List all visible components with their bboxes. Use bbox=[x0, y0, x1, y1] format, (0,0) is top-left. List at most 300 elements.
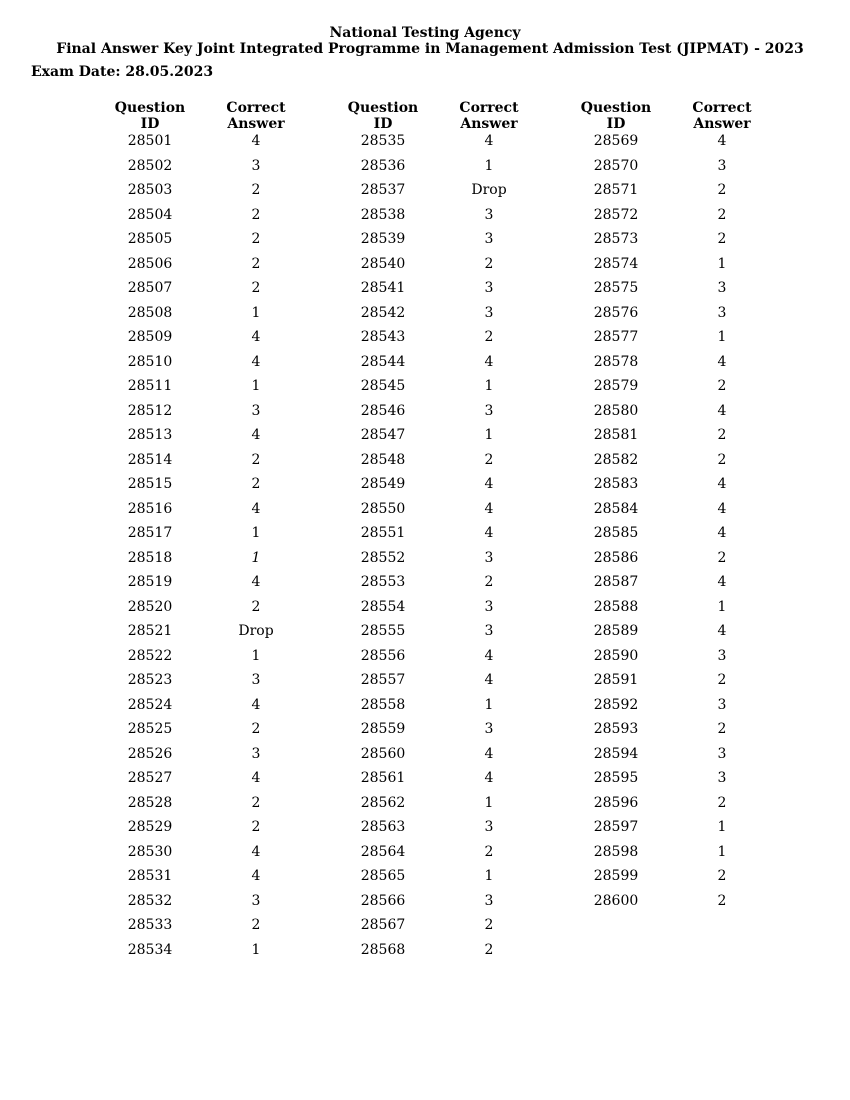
table-row bbox=[340, 768, 570, 793]
table-row bbox=[340, 254, 570, 279]
correct-answer-cell: 3 bbox=[484, 280, 494, 296]
question-id-cell: 28596 bbox=[593, 794, 639, 811]
question-id-cell: 28560 bbox=[360, 745, 406, 762]
table-row bbox=[573, 229, 803, 254]
column-header-correct: Correct bbox=[226, 100, 286, 116]
question-id-cell: 28565 bbox=[360, 868, 406, 884]
table-row bbox=[340, 621, 570, 646]
correct-answer-cell: 4 bbox=[251, 574, 261, 590]
question-id-cell: 28522 bbox=[127, 647, 173, 664]
answer-rows bbox=[340, 131, 570, 964]
table-row bbox=[340, 401, 570, 426]
correct-answer-cell: 4 bbox=[251, 770, 261, 786]
question-id-cell: 28540 bbox=[360, 255, 406, 272]
question-id-cell: 28599 bbox=[593, 868, 639, 884]
correct-answer-cell: 2 bbox=[717, 892, 727, 909]
correct-answer-cell: 3 bbox=[251, 892, 261, 909]
table-row bbox=[573, 548, 803, 573]
question-id-cell: 28513 bbox=[127, 427, 173, 443]
question-id-cell: 28530 bbox=[127, 843, 173, 860]
correct-answer-cell: 2 bbox=[717, 231, 727, 247]
correct-answer-cell: 4 bbox=[251, 500, 261, 517]
question-id-cell: 28573 bbox=[593, 231, 639, 247]
correct-answer-cell: 4 bbox=[251, 868, 261, 884]
table-row bbox=[340, 817, 570, 842]
table-row bbox=[107, 670, 337, 695]
correct-answer-cell: 3 bbox=[251, 157, 261, 174]
column-header-answer: Answer bbox=[693, 116, 751, 132]
question-id-cell: 28595 bbox=[593, 770, 639, 786]
correct-answer-cell: 3 bbox=[484, 721, 494, 737]
table-row bbox=[573, 523, 803, 548]
column-header-question-id: Question ID bbox=[114, 100, 186, 132]
correct-answer-cell: 2 bbox=[484, 843, 494, 860]
table-row bbox=[573, 719, 803, 744]
correct-answer-cell: 2 bbox=[484, 329, 494, 345]
question-id-cell: 28551 bbox=[360, 525, 406, 541]
question-id-cell: 28527 bbox=[127, 770, 173, 786]
question-id-cell: 28593 bbox=[593, 721, 639, 737]
correct-answer-cell: 3 bbox=[484, 892, 494, 909]
question-id-cell: 28577 bbox=[593, 329, 639, 345]
correct-answer-cell: 2 bbox=[717, 182, 727, 198]
correct-answer-cell: 3 bbox=[717, 647, 727, 664]
column-header-correct: Correct bbox=[459, 100, 519, 116]
table-row bbox=[340, 744, 570, 769]
table-row bbox=[107, 254, 337, 279]
question-id-cell: 28578 bbox=[593, 353, 639, 370]
question-id-cell: 28507 bbox=[127, 280, 173, 296]
question-id-cell: 28518 bbox=[127, 549, 173, 566]
table-row bbox=[107, 401, 337, 426]
correct-answer-cell: 2 bbox=[717, 721, 727, 737]
table-row bbox=[107, 548, 337, 573]
question-id-cell: 28514 bbox=[127, 451, 173, 468]
question-id-cell: 28583 bbox=[593, 476, 639, 492]
table-row bbox=[107, 842, 337, 867]
question-id-cell: 28526 bbox=[127, 745, 173, 762]
table-row bbox=[340, 695, 570, 720]
table-row bbox=[107, 768, 337, 793]
correct-answer-cell: 4 bbox=[484, 353, 494, 370]
question-id-cell: 28511 bbox=[127, 378, 173, 394]
column-header-question-id: Question ID bbox=[347, 100, 419, 132]
question-id-cell: 28553 bbox=[360, 574, 406, 590]
question-id-cell: 28586 bbox=[593, 549, 639, 566]
correct-answer-cell: 2 bbox=[251, 231, 261, 247]
question-id-cell: 28531 bbox=[127, 868, 173, 884]
question-id-cell: 28584 bbox=[593, 500, 639, 517]
question-id-cell: 28546 bbox=[360, 402, 406, 419]
correct-answer-cell: 2 bbox=[251, 255, 261, 272]
table-row bbox=[573, 278, 803, 303]
correct-answer-cell: 3 bbox=[717, 696, 727, 713]
correct-answer-cell: 2 bbox=[251, 794, 261, 811]
table-row bbox=[107, 131, 337, 156]
table-row bbox=[340, 866, 570, 891]
question-id-cell: 28558 bbox=[360, 696, 406, 713]
question-id-cell: 28594 bbox=[593, 745, 639, 762]
correct-answer-cell: 4 bbox=[251, 329, 261, 345]
question-id-cell: 28554 bbox=[360, 598, 406, 615]
question-id-cell: 28600 bbox=[593, 892, 639, 909]
correct-answer-cell: 1 bbox=[717, 819, 727, 835]
question-id-cell: 28515 bbox=[127, 476, 173, 492]
correct-answer-cell: 4 bbox=[484, 500, 494, 517]
correct-answer-cell: 2 bbox=[251, 280, 261, 296]
question-id-cell: 28576 bbox=[593, 304, 639, 321]
question-id-cell: 28537 bbox=[360, 182, 406, 198]
correct-answer-cell: 2 bbox=[484, 451, 494, 468]
column-header-answer: Answer bbox=[460, 116, 518, 132]
question-id-cell: 28525 bbox=[127, 721, 173, 737]
correct-answer-cell: 4 bbox=[717, 133, 727, 149]
question-id-cell: 28520 bbox=[127, 598, 173, 615]
question-id-cell: 28571 bbox=[593, 182, 639, 198]
question-id-cell: 28566 bbox=[360, 892, 406, 909]
correct-answer-cell: 4 bbox=[717, 623, 727, 639]
table-row bbox=[340, 572, 570, 597]
correct-answer-cell: 2 bbox=[484, 917, 494, 933]
table-row bbox=[340, 156, 570, 181]
question-id-cell: 28510 bbox=[127, 353, 173, 370]
table-row bbox=[340, 548, 570, 573]
correct-answer-cell: 2 bbox=[717, 206, 727, 223]
table-row bbox=[107, 866, 337, 891]
correct-answer-cell: 3 bbox=[484, 598, 494, 615]
question-id-cell: 28545 bbox=[360, 378, 406, 394]
correct-answer-cell: 1 bbox=[251, 647, 261, 664]
correct-answer-cell: 4 bbox=[251, 696, 261, 713]
table-row bbox=[340, 523, 570, 548]
question-id-cell: 28579 bbox=[593, 378, 639, 394]
column-header-correct-answer bbox=[687, 100, 757, 132]
table-row bbox=[340, 499, 570, 524]
question-id-cell: 28597 bbox=[593, 819, 639, 835]
correct-answer-cell: 2 bbox=[717, 868, 727, 884]
question-id-cell: 28542 bbox=[360, 304, 406, 321]
question-id-cell: 28557 bbox=[360, 672, 406, 688]
table-row bbox=[573, 352, 803, 377]
correct-answer-cell: 2 bbox=[251, 721, 261, 737]
question-id-cell: 28532 bbox=[127, 892, 173, 909]
correct-answer-cell: 4 bbox=[484, 133, 494, 149]
correct-answer-cell: 1 bbox=[251, 941, 261, 958]
table-row bbox=[107, 646, 337, 671]
correct-answer-cell: Drop bbox=[238, 623, 274, 639]
table-row bbox=[107, 450, 337, 475]
table-row bbox=[340, 303, 570, 328]
table-row bbox=[107, 474, 337, 499]
correct-answer-cell: 4 bbox=[484, 770, 494, 786]
table-row bbox=[107, 278, 337, 303]
correct-answer-cell: 1 bbox=[484, 794, 494, 811]
table-row bbox=[573, 572, 803, 597]
question-id-cell: 28569 bbox=[593, 133, 639, 149]
table-row bbox=[107, 915, 337, 940]
table-row bbox=[573, 401, 803, 426]
table-row bbox=[573, 793, 803, 818]
question-id-cell: 28528 bbox=[127, 794, 173, 811]
column-header-correct: Correct bbox=[692, 100, 752, 116]
question-id-cell: 28519 bbox=[127, 574, 173, 590]
correct-answer-cell: 2 bbox=[484, 255, 494, 272]
correct-answer-cell: 2 bbox=[251, 819, 261, 835]
table-row bbox=[107, 180, 337, 205]
table-row bbox=[573, 180, 803, 205]
question-id-cell: 28582 bbox=[593, 451, 639, 468]
question-id-cell: 28562 bbox=[360, 794, 406, 811]
correct-answer-cell: 3 bbox=[251, 402, 261, 419]
question-id-cell: 28567 bbox=[360, 917, 406, 933]
correct-answer-cell: 1 bbox=[484, 157, 494, 174]
table-row bbox=[573, 891, 803, 916]
question-id-cell: 28568 bbox=[360, 941, 406, 958]
correct-answer-cell: 2 bbox=[484, 574, 494, 590]
table-row bbox=[573, 474, 803, 499]
correct-answer-cell: 3 bbox=[717, 745, 727, 762]
question-id-cell: 28535 bbox=[360, 133, 406, 149]
table-row bbox=[340, 131, 570, 156]
question-id-cell: 28524 bbox=[127, 696, 173, 713]
correct-answer-cell: 3 bbox=[484, 402, 494, 419]
question-id-cell: 28502 bbox=[127, 157, 173, 174]
question-id-cell: 28556 bbox=[360, 647, 406, 664]
table-row bbox=[340, 474, 570, 499]
question-id-cell: 28550 bbox=[360, 500, 406, 517]
question-id-cell: 28506 bbox=[127, 255, 173, 272]
table-row bbox=[340, 376, 570, 401]
correct-answer-cell: 1 bbox=[717, 329, 727, 345]
table-row bbox=[107, 621, 337, 646]
correct-answer-cell: 1 bbox=[717, 255, 727, 272]
table-row bbox=[573, 425, 803, 450]
question-id-cell: 28539 bbox=[360, 231, 406, 247]
question-id-cell: 28521 bbox=[127, 623, 173, 639]
correct-answer-cell: 3 bbox=[717, 770, 727, 786]
question-id-cell: 28541 bbox=[360, 280, 406, 296]
question-id-cell: 28590 bbox=[593, 647, 639, 664]
correct-answer-cell: 1 bbox=[484, 868, 494, 884]
table-row bbox=[573, 303, 803, 328]
table-row bbox=[340, 597, 570, 622]
question-id-cell: 28509 bbox=[127, 329, 173, 345]
correct-answer-cell: 1 bbox=[484, 378, 494, 394]
question-id-cell: 28505 bbox=[127, 231, 173, 247]
table-row bbox=[107, 695, 337, 720]
correct-answer-cell: 4 bbox=[251, 353, 261, 370]
table-row bbox=[340, 450, 570, 475]
question-id-cell: 28501 bbox=[127, 133, 173, 149]
table-row bbox=[573, 254, 803, 279]
correct-answer-cell: 4 bbox=[717, 500, 727, 517]
table-row bbox=[340, 670, 570, 695]
table-row bbox=[340, 842, 570, 867]
correct-answer-cell: 1 bbox=[484, 696, 494, 713]
correct-answer-cell: 2 bbox=[251, 917, 261, 933]
question-id-cell: 28517 bbox=[127, 525, 173, 541]
column-header-correct-answer bbox=[221, 100, 291, 132]
table-row bbox=[573, 768, 803, 793]
table-row bbox=[107, 817, 337, 842]
table-row bbox=[573, 597, 803, 622]
correct-answer-cell: 3 bbox=[484, 206, 494, 223]
correct-answer-cell: 3 bbox=[717, 157, 727, 174]
table-row bbox=[107, 499, 337, 524]
correct-answer-cell: Drop bbox=[471, 182, 507, 198]
correct-answer-cell: 4 bbox=[717, 402, 727, 419]
table-row bbox=[573, 621, 803, 646]
correct-answer-cell: 3 bbox=[484, 304, 494, 321]
table-row bbox=[107, 597, 337, 622]
question-id-cell: 28589 bbox=[593, 623, 639, 639]
question-id-cell: 28591 bbox=[593, 672, 639, 688]
question-id-cell: 28548 bbox=[360, 451, 406, 468]
table-row bbox=[340, 915, 570, 940]
table-row bbox=[573, 450, 803, 475]
correct-answer-cell: 2 bbox=[717, 794, 727, 811]
correct-answer-cell: 4 bbox=[484, 647, 494, 664]
question-id-cell: 28598 bbox=[593, 843, 639, 860]
question-id-cell: 28516 bbox=[127, 500, 173, 517]
table-row bbox=[340, 719, 570, 744]
column-header-answer: Answer bbox=[227, 116, 285, 132]
table-row bbox=[107, 156, 337, 181]
question-id-cell: 28508 bbox=[127, 304, 173, 321]
table-row bbox=[573, 376, 803, 401]
table-row bbox=[107, 940, 337, 965]
question-id-cell: 28544 bbox=[360, 353, 406, 370]
correct-answer-cell: 2 bbox=[251, 598, 261, 615]
correct-answer-cell: 4 bbox=[717, 476, 727, 492]
table-row bbox=[107, 229, 337, 254]
table-row bbox=[340, 646, 570, 671]
table-row bbox=[107, 719, 337, 744]
table-row bbox=[340, 425, 570, 450]
question-id-cell: 28503 bbox=[127, 182, 173, 198]
correct-answer-cell: 1 bbox=[484, 427, 494, 443]
correct-answer-cell: 2 bbox=[251, 206, 261, 223]
question-id-cell: 28572 bbox=[593, 206, 639, 223]
table-row bbox=[107, 891, 337, 916]
table-row bbox=[573, 499, 803, 524]
table-row bbox=[340, 327, 570, 352]
table-row bbox=[107, 352, 337, 377]
question-id-cell: 28570 bbox=[593, 157, 639, 174]
correct-answer-cell: 3 bbox=[484, 231, 494, 247]
table-row bbox=[573, 866, 803, 891]
question-id-cell: 28592 bbox=[593, 696, 639, 713]
correct-answer-cell: 2 bbox=[717, 451, 727, 468]
question-id-cell: 28533 bbox=[127, 917, 173, 933]
page-title-agency: National Testing Agency bbox=[329, 25, 521, 41]
question-id-cell: 28538 bbox=[360, 206, 406, 223]
question-id-cell: 28574 bbox=[593, 255, 639, 272]
correct-answer-cell: 4 bbox=[251, 427, 261, 443]
correct-answer-cell: 2 bbox=[251, 476, 261, 492]
correct-answer-cell: 4 bbox=[484, 525, 494, 541]
correct-answer-cell: 1 bbox=[717, 843, 727, 860]
correct-answer-cell: 3 bbox=[251, 745, 261, 762]
correct-answer-cell: 4 bbox=[484, 672, 494, 688]
question-id-cell: 28547 bbox=[360, 427, 406, 443]
question-id-cell: 28534 bbox=[127, 941, 173, 958]
correct-answer-cell: 3 bbox=[717, 304, 727, 321]
table-row bbox=[573, 131, 803, 156]
correct-answer-cell: 4 bbox=[717, 574, 727, 590]
table-row bbox=[573, 670, 803, 695]
question-id-cell: 28536 bbox=[360, 157, 406, 174]
correct-answer-cell: 3 bbox=[484, 623, 494, 639]
table-row bbox=[340, 891, 570, 916]
correct-answer-cell: 4 bbox=[717, 353, 727, 370]
correct-answer-cell: 2 bbox=[251, 451, 261, 468]
question-id-cell: 28585 bbox=[593, 525, 639, 541]
table-row bbox=[107, 327, 337, 352]
table-row bbox=[340, 229, 570, 254]
correct-answer-cell: 3 bbox=[251, 672, 261, 688]
page-subtitle: Final Answer Key Joint Integrated Programme in Management Admission Test (JIPMAT) - 2023 bbox=[56, 41, 804, 57]
correct-answer-cell: 3 bbox=[717, 280, 727, 296]
table-row bbox=[340, 940, 570, 965]
question-id-cell: 28581 bbox=[593, 427, 639, 443]
question-id-cell: 28549 bbox=[360, 476, 406, 492]
table-row bbox=[107, 303, 337, 328]
table-row bbox=[340, 278, 570, 303]
correct-answer-cell: 2 bbox=[717, 378, 727, 394]
question-id-cell: 28587 bbox=[593, 574, 639, 590]
column-header-correct-answer bbox=[454, 100, 524, 132]
table-row bbox=[107, 523, 337, 548]
correct-answer-cell: 3 bbox=[484, 819, 494, 835]
question-id-cell: 28512 bbox=[127, 402, 173, 419]
table-row bbox=[573, 744, 803, 769]
table-row bbox=[107, 425, 337, 450]
question-id-cell: 28523 bbox=[127, 672, 173, 688]
table-row bbox=[107, 572, 337, 597]
question-id-cell: 28564 bbox=[360, 843, 406, 860]
correct-answer-cell: 2 bbox=[484, 941, 494, 958]
table-row bbox=[573, 646, 803, 671]
table-row bbox=[340, 793, 570, 818]
question-id-cell: 28559 bbox=[360, 721, 406, 737]
table-row bbox=[573, 205, 803, 230]
correct-answer-cell: 4 bbox=[484, 745, 494, 762]
table-row bbox=[107, 205, 337, 230]
answer-rows bbox=[573, 131, 803, 915]
question-id-cell: 28563 bbox=[360, 819, 406, 835]
correct-answer-cell: 4 bbox=[251, 843, 261, 860]
question-id-cell: 28580 bbox=[593, 402, 639, 419]
correct-answer-cell: 2 bbox=[717, 427, 727, 443]
question-id-cell: 28575 bbox=[593, 280, 639, 296]
table-row bbox=[340, 205, 570, 230]
table-row bbox=[573, 327, 803, 352]
table-row bbox=[107, 793, 337, 818]
table-row bbox=[573, 842, 803, 867]
table-row bbox=[340, 180, 570, 205]
column-header-question-id: Question ID bbox=[580, 100, 652, 132]
correct-answer-cell: 4 bbox=[484, 476, 494, 492]
question-id-cell: 28504 bbox=[127, 206, 173, 223]
question-id-cell: 28555 bbox=[360, 623, 406, 639]
table-row bbox=[340, 352, 570, 377]
exam-date: Exam Date: 28.05.2023 bbox=[31, 64, 214, 80]
table-row bbox=[573, 695, 803, 720]
table-row bbox=[107, 744, 337, 769]
question-id-cell: 28552 bbox=[360, 549, 406, 566]
table-row bbox=[573, 817, 803, 842]
